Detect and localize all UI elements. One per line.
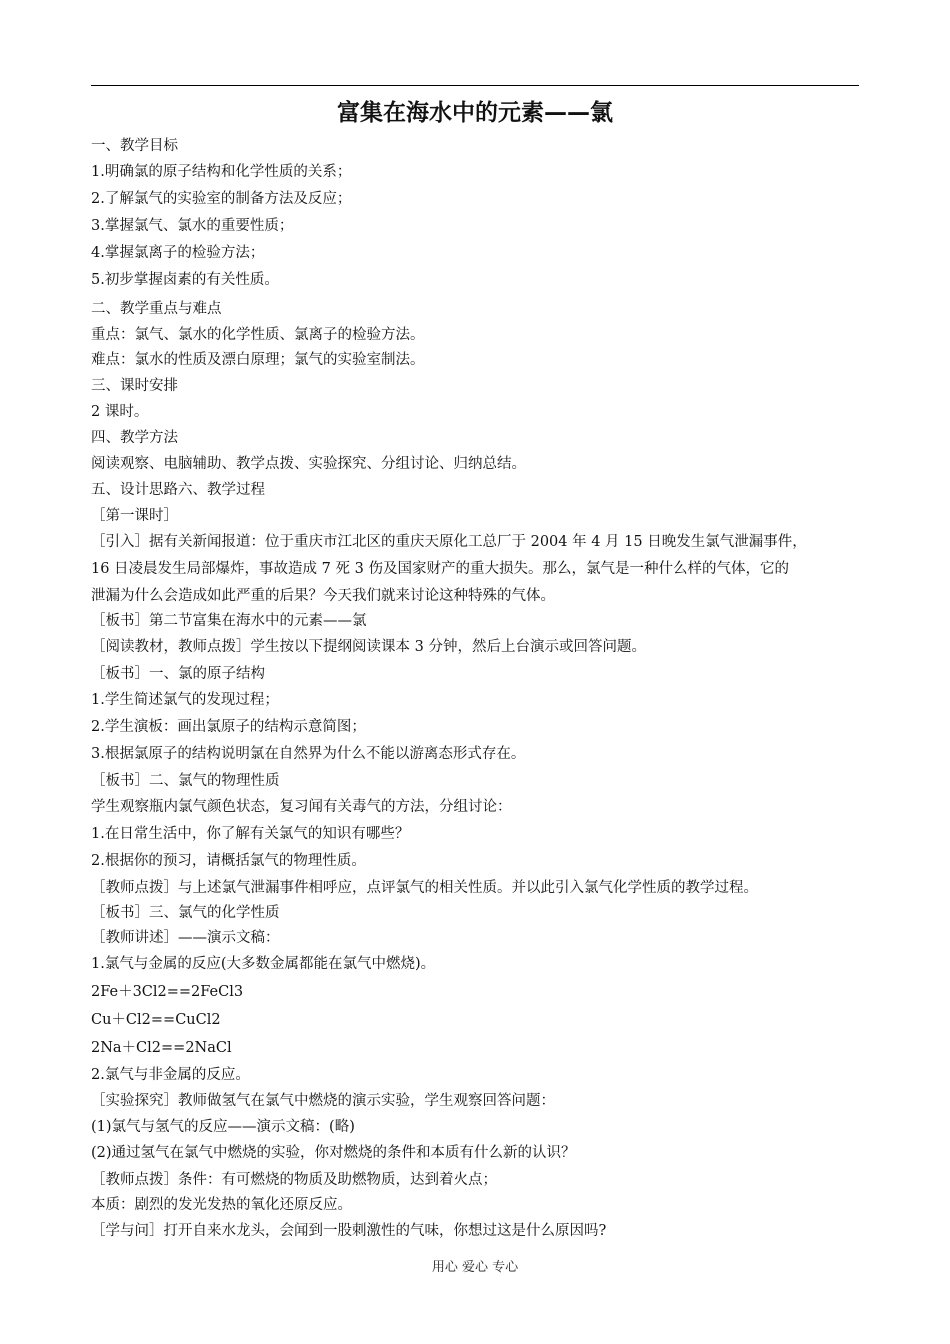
- list-item: 1.氯气与金属的反应(大多数金属都能在氯气中燃烧)。: [91, 956, 436, 972]
- page-footer: 用心 爱心 专心: [431, 1260, 519, 1275]
- list-item: (2)通过氢气在氯气中燃烧的实验，你对燃烧的条件和本质有什么新的认识？: [91, 1145, 576, 1161]
- lesson-label: ［第一课时］: [91, 508, 178, 524]
- paragraph-line: ［板书］一、氯的原子结构: [91, 666, 265, 682]
- paragraph-line: ［板书］二、氯气的物理性质: [91, 773, 280, 789]
- document-title: 富集在海水中的元素——氯: [337, 100, 613, 126]
- paragraph-line: ［教师点拨］条件：有可燃烧的物质及助燃物质，达到着火点；: [91, 1172, 497, 1188]
- methods-text: 阅读观察、电脑辅助、教学点拨、实验探究、分组讨论、归纳总结。: [91, 456, 526, 472]
- difficult-point-text: 难点：氯水的性质及漂白原理；氯气的实验室制法。: [91, 352, 425, 368]
- chemical-equation: 2Na＋Cl2==2NaCl: [91, 1040, 232, 1056]
- list-item: 1.学生简述氯气的发现过程；: [91, 692, 279, 708]
- section-heading-process: 五、设计思路六、教学过程: [91, 482, 265, 498]
- list-item: 2.根据你的预习，请概括氯气的物理性质。: [91, 853, 366, 869]
- paragraph-line: 学生观察瓶内氯气颜色状态，复习闻有关毒气的方法，分组讨论：: [91, 799, 512, 815]
- objective-item: 5.初步掌握卤素的有关性质。: [91, 272, 279, 288]
- section-heading-methods: 四、教学方法: [91, 430, 178, 446]
- list-item: 2.氯气与非金属的反应。: [91, 1067, 250, 1083]
- paragraph-line: 本质：剧烈的发光发热的氧化还原反应。: [91, 1197, 352, 1213]
- objective-item: 4.掌握氯离子的检验方法；: [91, 245, 265, 261]
- paragraph-line: ［学与问］打开自来水龙头，会闻到一股刺激性的气味，你想过这是什么原因吗?: [91, 1223, 607, 1239]
- paragraph-line: ［引入］据有关新闻报道：位于重庆市江北区的重庆天原化工总厂于 2004 年 4 月 15 日晚发生氯气泄漏事件，: [91, 534, 807, 550]
- section-heading-objectives: 一、教学目标: [91, 138, 178, 154]
- list-item: 3.根据氯原子的结构说明氯在自然界为什么不能以游离态形式存在。: [91, 746, 526, 762]
- paragraph-line: ［板书］第二节富集在海水中的元素——氯: [91, 613, 367, 629]
- schedule-text: 2 课时。: [91, 404, 149, 420]
- objective-item: 3.掌握氯气、氯水的重要性质；: [91, 218, 294, 234]
- paragraph-line: 泄漏为什么会造成如此严重的后果？今天我们就来讨论这种特殊的气体。: [91, 588, 555, 604]
- objective-item: 2.了解氯气的实验室的制备方法及反应；: [91, 191, 352, 207]
- paragraph-line: ［板书］三、氯气的化学性质: [91, 905, 280, 921]
- paragraph-line: ［教师点拨］与上述氯气泄漏事件相呼应，点评氯气的相关性质。并以此引入氯气化学性质的教学过程。: [91, 880, 758, 896]
- list-item: 2.学生演板：画出氯原子的结构示意简图；: [91, 719, 366, 735]
- paragraph-line: ［教师讲述］——演示文稿：: [91, 930, 280, 946]
- key-point-text: 重点：氯气、氯水的化学性质、氯离子的检验方法。: [91, 327, 425, 343]
- chemical-equation: 2Fe＋3Cl2==2FeCl3: [91, 984, 244, 1000]
- objective-item: 1.明确氯的原子结构和化学性质的关系；: [91, 164, 352, 180]
- chemical-equation: Cu＋Cl2==CuCl2: [91, 1012, 221, 1028]
- list-item: (1)氯气与氢气的反应——演示文稿：(略): [91, 1119, 355, 1135]
- list-item: 1.在日常生活中，你了解有关氯气的知识有哪些？: [91, 826, 410, 842]
- top-rule: [91, 85, 859, 86]
- section-heading-schedule: 三、课时安排: [91, 378, 178, 394]
- paragraph-line: ［实验探究］教师做氢气在氯气中燃烧的演示实验，学生观察回答问题：: [91, 1093, 555, 1109]
- section-heading-key-points: 二、教学重点与难点: [91, 301, 222, 317]
- paragraph-line: ［阅读教材，教师点拨］学生按以下提纲阅读课本 3 分钟，然后上台演示或回答问题。: [91, 639, 646, 655]
- paragraph-line: 16 日凌晨发生局部爆炸，事故造成 7 死 3 伤及国家财产的重大损失。那么，氯气是一种什么样的气体，它的: [91, 561, 789, 577]
